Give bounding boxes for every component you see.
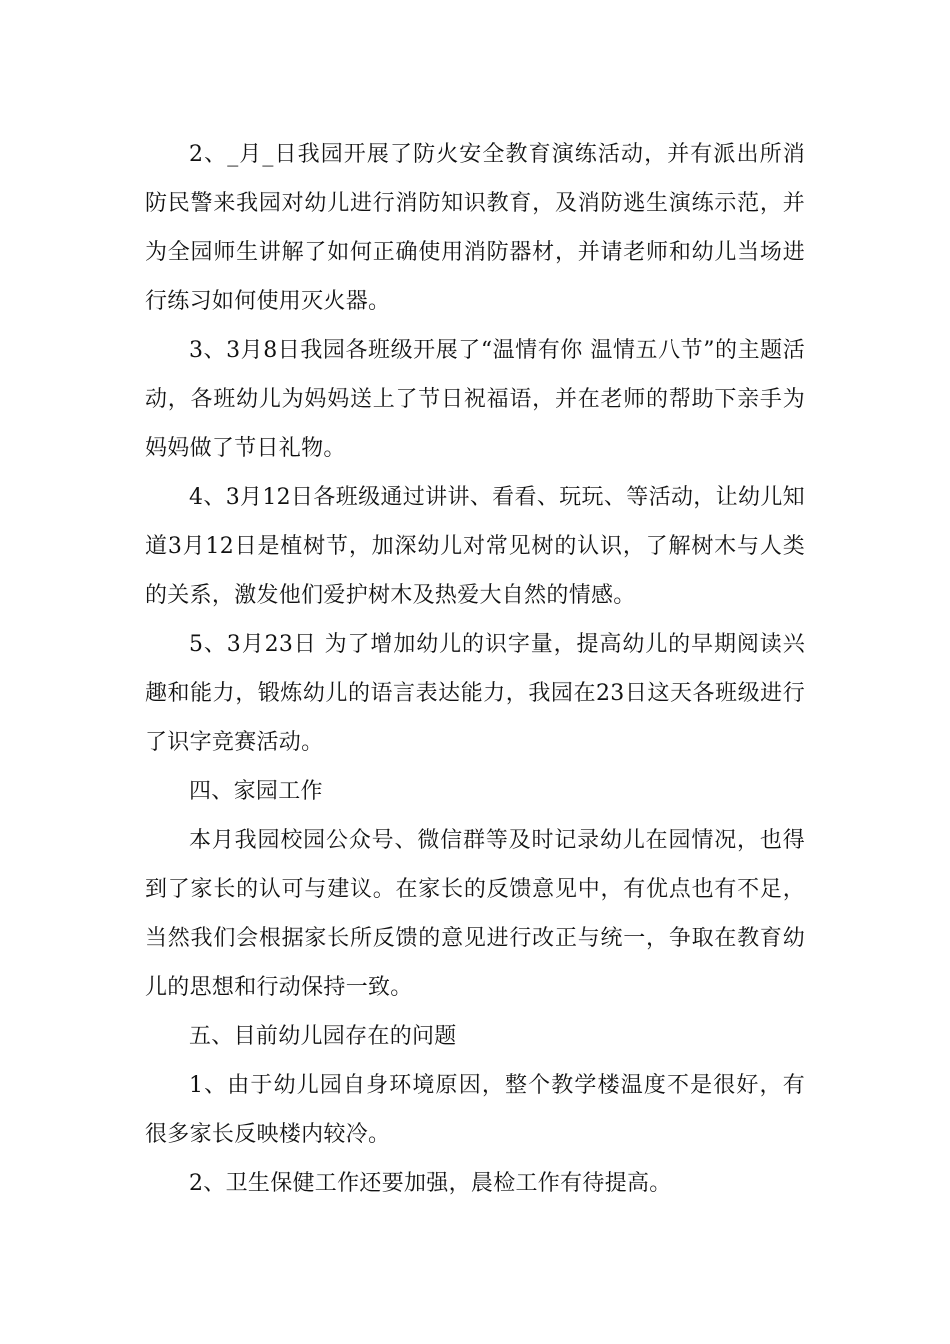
paragraph-home-school-work: 本月我园校园公众号、微信群等及时记录幼儿在园情况，也得到了家长的认可与建议。在家长的反馈意见中，有优点也有不足，当然我们会根据家长所反馈的意见进行改正与统一，争取在教育幼儿的思想和行动保持一致。 — [145, 828, 805, 1000]
section-heading-current-problems: 五、目前幼儿园存在的问题 — [189, 1024, 457, 1049]
document-body — [145, 130, 805, 1208]
paragraph-fire-drill: 2、_月_日我园开展了防火安全教育演练活动，并有派出所消防民警来我园对幼儿进行消防知识教育，及消防逃生演练示范，并为全园师生讲解了如何正确使用消防器材，并请老师和幼儿当场进行练习如何使用灭火器。 — [145, 142, 805, 314]
paragraph-problem-health: 2、卫生保健工作还要加强，晨检工作有待提高。 — [189, 1171, 672, 1196]
paragraph-womens-day: 3、3月8日我园各班级开展了“温情有你 温情五八节”的主题活动，各班幼儿为妈妈送上了节日祝福语，并在老师的帮助下亲手为妈妈做了节日礼物。 — [145, 338, 805, 461]
paragraph-arbor-day: 4、3月12日各班级通过讲讲、看看、玩玩、等活动，让幼儿知道3月12日是植树节，加深幼儿对常见树的认识，了解树木与人类的关系，激发他们爱护树木及热爱大自然的情感。 — [145, 485, 805, 608]
paragraph-problem-temperature: 1、由于幼儿园自身环境原因，整个教学楼温度不是很好，有很多家长反映楼内较冷。 — [145, 1073, 805, 1147]
section-heading-home-school: 四、家园工作 — [189, 779, 323, 804]
paragraph-literacy-contest: 5、3月23日 为了增加幼儿的识字量，提高幼儿的早期阅读兴趣和能力，锻炼幼儿的语言表达能力，我园在23日这天各班级进行了识字竞赛活动。 — [145, 632, 805, 755]
